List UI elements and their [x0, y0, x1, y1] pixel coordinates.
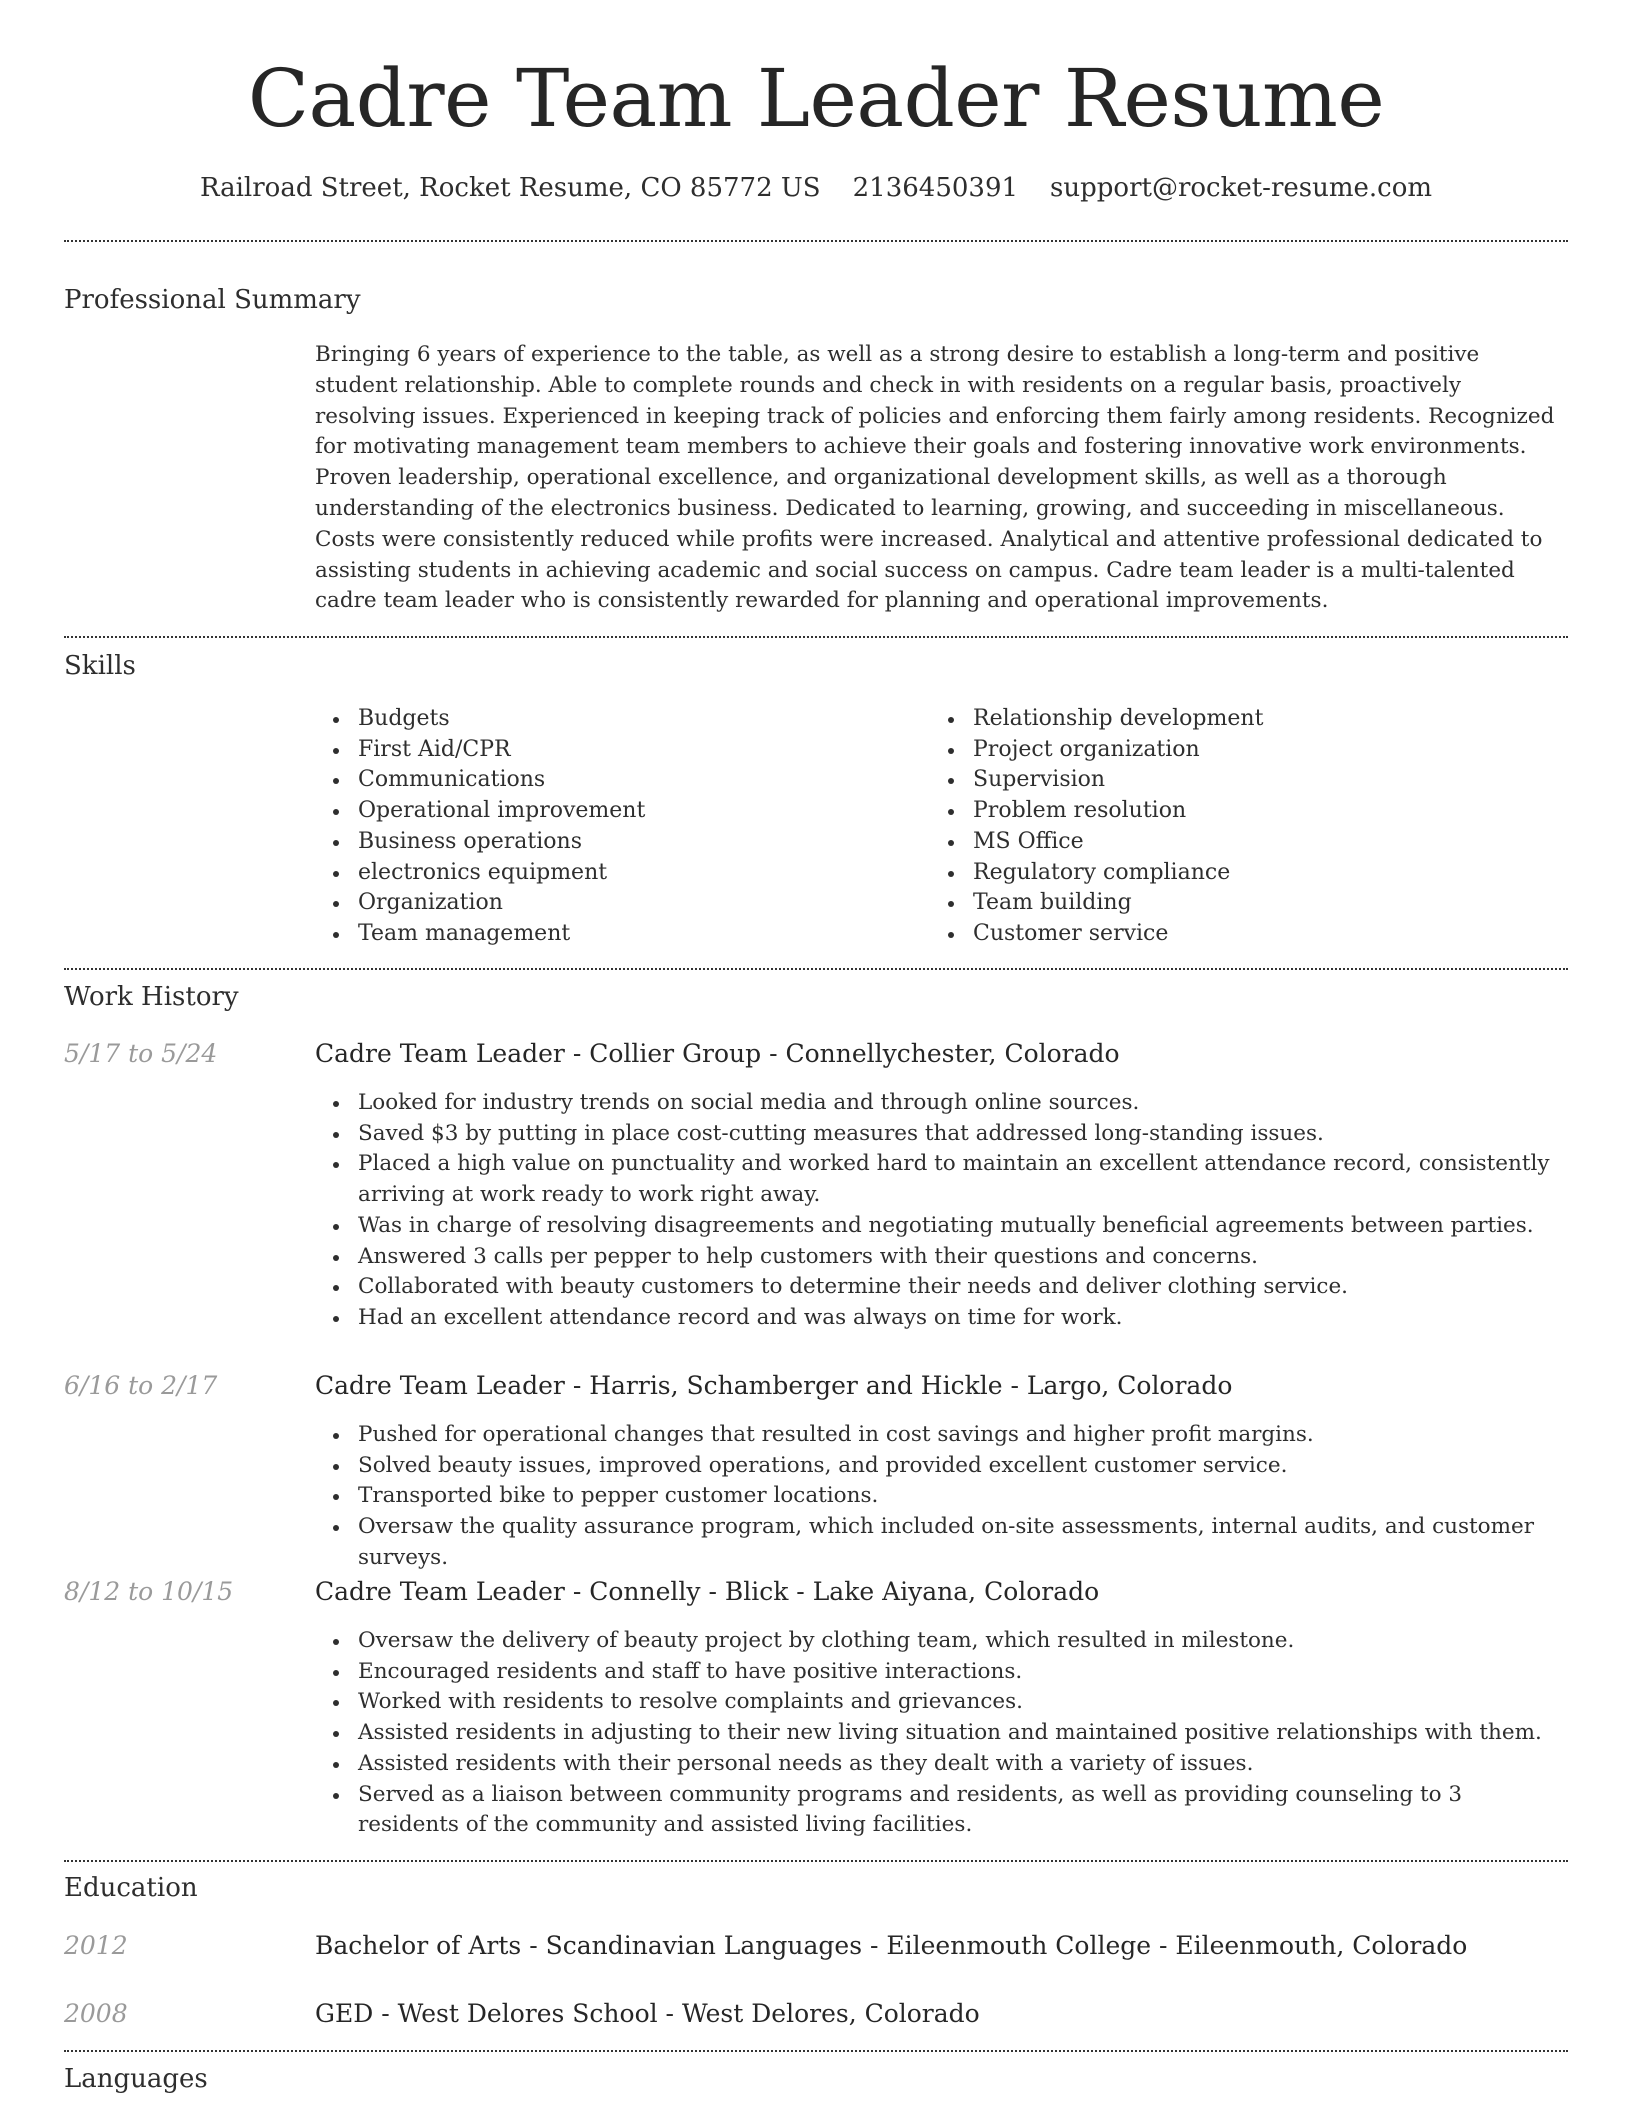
- skill-item: First Aid/CPR: [315, 735, 875, 766]
- duty-item: Oversaw the delivery of beauty project by clothing team, which resulted in milestone.: [315, 1626, 1568, 1657]
- skill-item: Supervision: [930, 765, 1550, 796]
- education-entry: Bachelor of Arts - Scandinavian Languages - Eileenmouth College - Eileenmouth, Colorado: [315, 1931, 1468, 1960]
- section-divider: [64, 968, 1568, 970]
- job-title: Cadre Team Leader - Collier Group - Connellychester, Colorado: [315, 1039, 1120, 1068]
- skill-item: Customer service: [930, 919, 1550, 950]
- skill-item: Regulatory compliance: [930, 858, 1550, 889]
- duty-item: Worked with residents to resolve complaints and grievances.: [315, 1687, 1568, 1718]
- skill-item: Team management: [315, 919, 875, 950]
- education-year: 2012: [64, 1931, 128, 1960]
- duty-item: Placed a high value on punctuality and worked hard to maintain an excellent attendance record, consistently arriving at work ready to work right away.: [315, 1149, 1568, 1210]
- duty-item: Looked for industry trends on social media and through online sources.: [315, 1088, 1568, 1119]
- duty-item: Oversaw the quality assurance program, which included on-site assessments, internal audits, and customer surveys.: [315, 1512, 1568, 1573]
- skill-item: Relationship development: [930, 704, 1550, 735]
- job-duties: [315, 1626, 1568, 1841]
- duty-item: Pushed for operational changes that resulted in cost savings and higher profit margins.: [315, 1420, 1568, 1451]
- skill-item: Team building: [930, 888, 1550, 919]
- job-title: Cadre Team Leader - Connelly - Blick - Lake Aiyana, Colorado: [315, 1577, 1100, 1606]
- skills-list-left: [315, 704, 875, 950]
- skill-item: Organization: [315, 888, 875, 919]
- education-year: 2008: [64, 1999, 128, 2028]
- work-history-heading: Work History: [64, 982, 239, 1012]
- duty-item: Was in charge of resolving disagreements and negotiating mutually beneficial agreements between parties.: [315, 1211, 1568, 1242]
- duty-item: Encouraged residents and staff to have positive interactions.: [315, 1657, 1568, 1688]
- section-divider: [64, 1860, 1568, 1862]
- skills-list-right: [930, 704, 1550, 950]
- job-duties: [315, 1420, 1568, 1574]
- duty-item: Had an excellent attendance record and was always on time for work.: [315, 1303, 1568, 1334]
- job-title: Cadre Team Leader - Harris, Schamberger and Hickle - Largo, Colorado: [315, 1371, 1233, 1400]
- duty-item: Answered 3 calls per pepper to help customers with their questions and concerns.: [315, 1242, 1568, 1273]
- skill-item: Project organization: [930, 735, 1550, 766]
- skill-item: Budgets: [315, 704, 875, 735]
- contact-address: Railroad Street, Rocket Resume, CO 85772 US: [199, 173, 821, 203]
- duty-item: Assisted residents with their personal needs as they dealt with a variety of issues.: [315, 1749, 1568, 1780]
- skill-item: Business operations: [315, 827, 875, 858]
- section-divider: [64, 240, 1568, 242]
- duty-item: Saved $3 by putting in place cost-cutting measures that addressed long-standing issues.: [315, 1119, 1568, 1150]
- job-dates: 6/16 to 2/17: [64, 1371, 218, 1400]
- resume-title: Cadre Team Leader Resume: [247, 52, 1385, 145]
- skills-heading: Skills: [64, 651, 136, 681]
- skill-item: electronics equipment: [315, 858, 875, 889]
- job-duties: [315, 1088, 1568, 1334]
- contact-line: [64, 168, 1568, 208]
- languages-heading: Languages: [64, 2064, 208, 2094]
- duty-item: Solved beauty issues, improved operations, and provided excellent customer service.: [315, 1451, 1568, 1482]
- duty-item: Assisted residents in adjusting to their new living situation and maintained positive relationships with them.: [315, 1718, 1568, 1749]
- skill-item: Operational improvement: [315, 796, 875, 827]
- duty-item: Served as a liaison between community programs and residents, as well as providing counseling to 3 residents of the community and assisted living facilities.: [315, 1780, 1568, 1841]
- section-divider: [64, 636, 1568, 638]
- section-divider: [64, 2050, 1568, 2052]
- contact-phone: 2136450391: [852, 173, 1019, 203]
- duty-item: Collaborated with beauty customers to determine their needs and deliver clothing service.: [315, 1272, 1568, 1303]
- duty-item: Transported bike to pepper customer locations.: [315, 1481, 1568, 1512]
- education-heading: Education: [64, 1873, 198, 1903]
- skill-item: MS Office: [930, 827, 1550, 858]
- skill-item: Communications: [315, 765, 875, 796]
- job-dates: 5/17 to 5/24: [64, 1039, 218, 1068]
- job-dates: 8/12 to 10/15: [64, 1577, 234, 1606]
- summary-heading: Professional Summary: [64, 285, 361, 315]
- education-entry: GED - West Delores School - West Delores, Colorado: [315, 1999, 980, 2028]
- skill-item: Problem resolution: [930, 796, 1550, 827]
- contact-email: support@rocket-resume.com: [1050, 173, 1433, 203]
- summary-text: Bringing 6 years of experience to the table, as well as a strong desire to establish a long-term and positive student relationship. Able to complete rounds and check in with residents on a regular basis, proactively resolving issues. Experienced in keeping track of policies and enforcing them fairly among residents. Recognized for motivating management team members to achieve their goals and fostering innovative work environments. Proven leadership, operational excellence, and organizational development skills, as well as a thorough understanding of the electronics business. Dedicated to learning, growing, and succeeding in miscellaneous. Costs were consistently reduced while profits were increased. Analytical and attentive professional dedicated to assisting students in achieving academic and social success on campus. Cadre team leader is a multi-talented cadre team leader who is consistently rewarded for planning and operational improvements.: [315, 342, 1555, 614]
